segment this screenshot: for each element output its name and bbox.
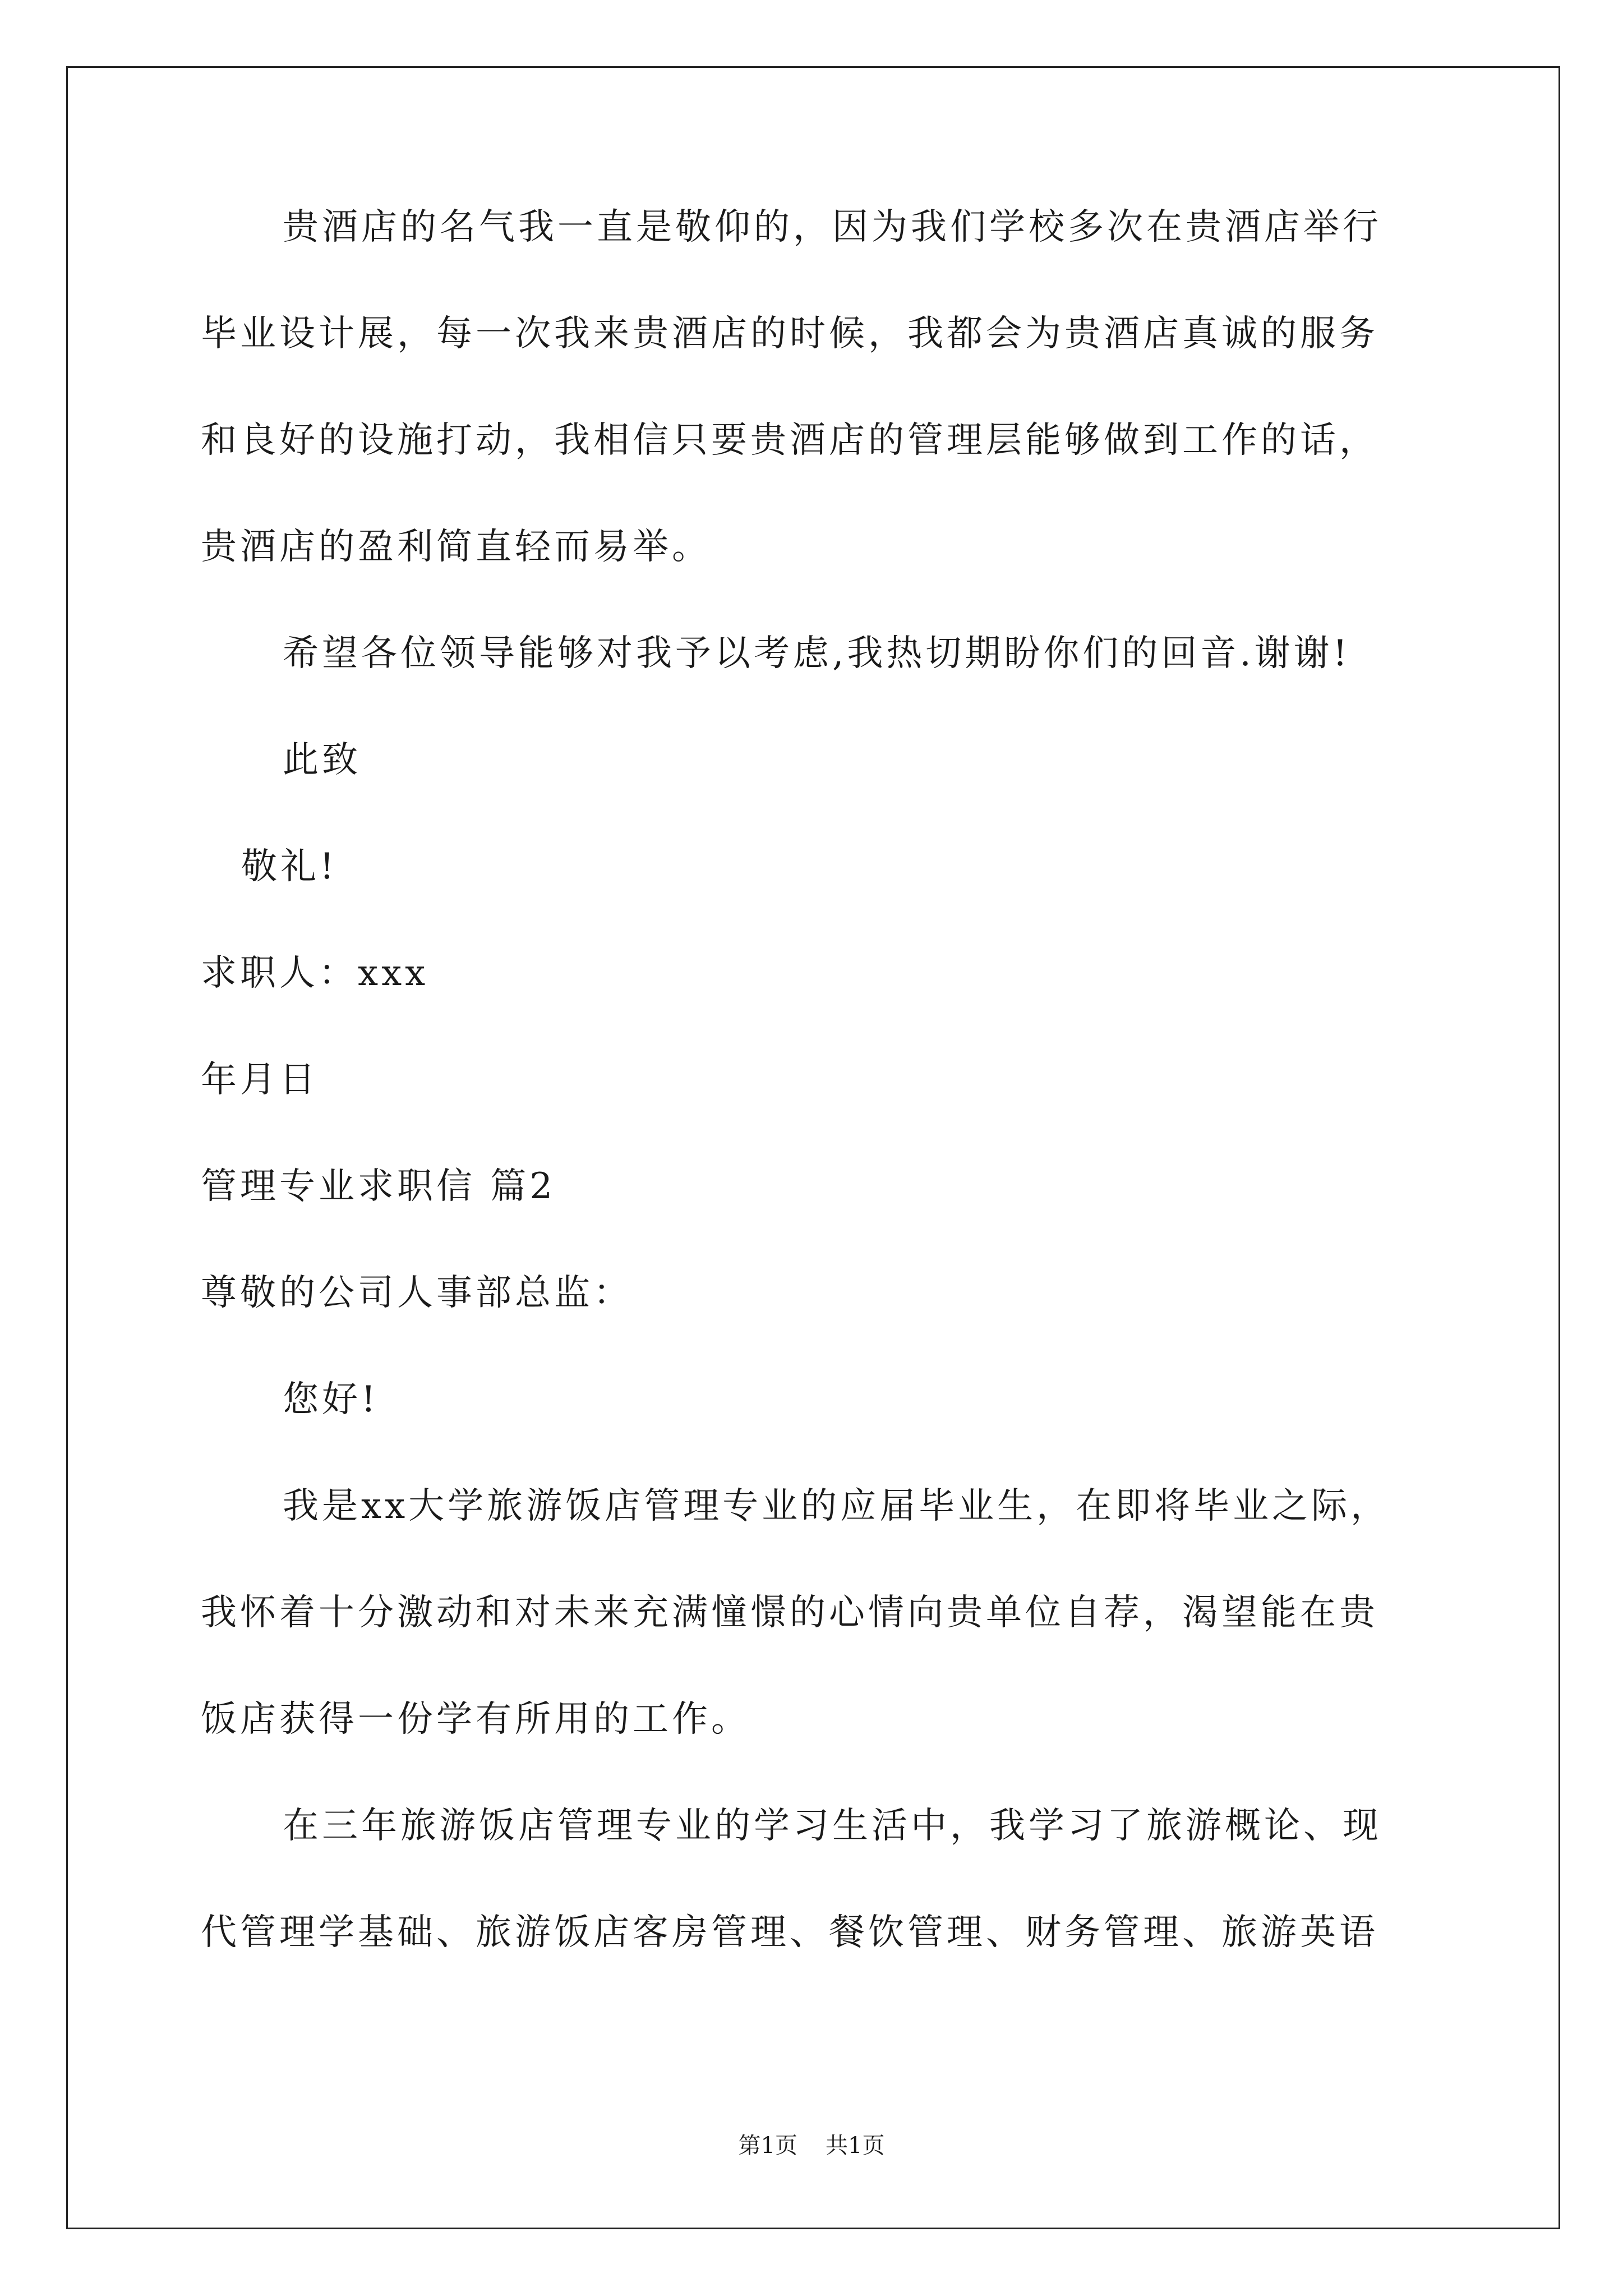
page-border [66, 66, 1560, 2229]
page-footer [0, 2132, 1623, 2160]
paragraph-line: 代管理学基础、旅游饭店客房管理、餐饮管理、财务管理、旅游英语 [201, 1912, 1378, 1953]
page-number-current: 第1页 [738, 2133, 797, 2159]
paragraph-line: 和良好的设施打动，我相信只要贵酒店的管理层能够做到工作的话， [201, 420, 1378, 461]
paragraph-line: 我是xx大学旅游饭店管理专业的应届毕业生，在即将毕业之际， [283, 1485, 1390, 1527]
greeting-line: 尊敬的公司人事部总监： [201, 1272, 633, 1314]
paragraph-line: 贵酒店的名气我一直是敬仰的，因为我们学校多次在贵酒店举行 [283, 206, 1382, 248]
paragraph-line: 在三年旅游饭店管理专业的学习生活中，我学习了旅游概论、现 [283, 1805, 1382, 1847]
paragraph-line: 希望各位领导能够对我予以考虑,我热切期盼你们的回音.谢谢! [283, 633, 1351, 674]
section-heading: 管理专业求职信 篇2 [201, 1166, 556, 1207]
page-number-total: 共1页 [826, 2133, 885, 2159]
paragraph-line: 贵酒店的盈利简直轻而易举。 [201, 526, 711, 568]
closing-line: 此致 [283, 739, 361, 781]
paragraph-line: 饭店获得一份学有所用的工作。 [201, 1699, 750, 1740]
date-line: 年月日 [201, 1059, 319, 1101]
salutation-line: 敬礼! [241, 846, 338, 887]
paragraph-line: 毕业设计展，每一次我来贵酒店的时候，我都会为贵酒店真诚的服务 [201, 313, 1378, 355]
paragraph-line: 我怀着十分激动和对未来充满憧憬的心情向贵单位自荐，渴望能在贵 [201, 1592, 1378, 1634]
signature-line: 求职人：xxx [201, 953, 429, 994]
greeting-line: 您好! [283, 1379, 379, 1420]
